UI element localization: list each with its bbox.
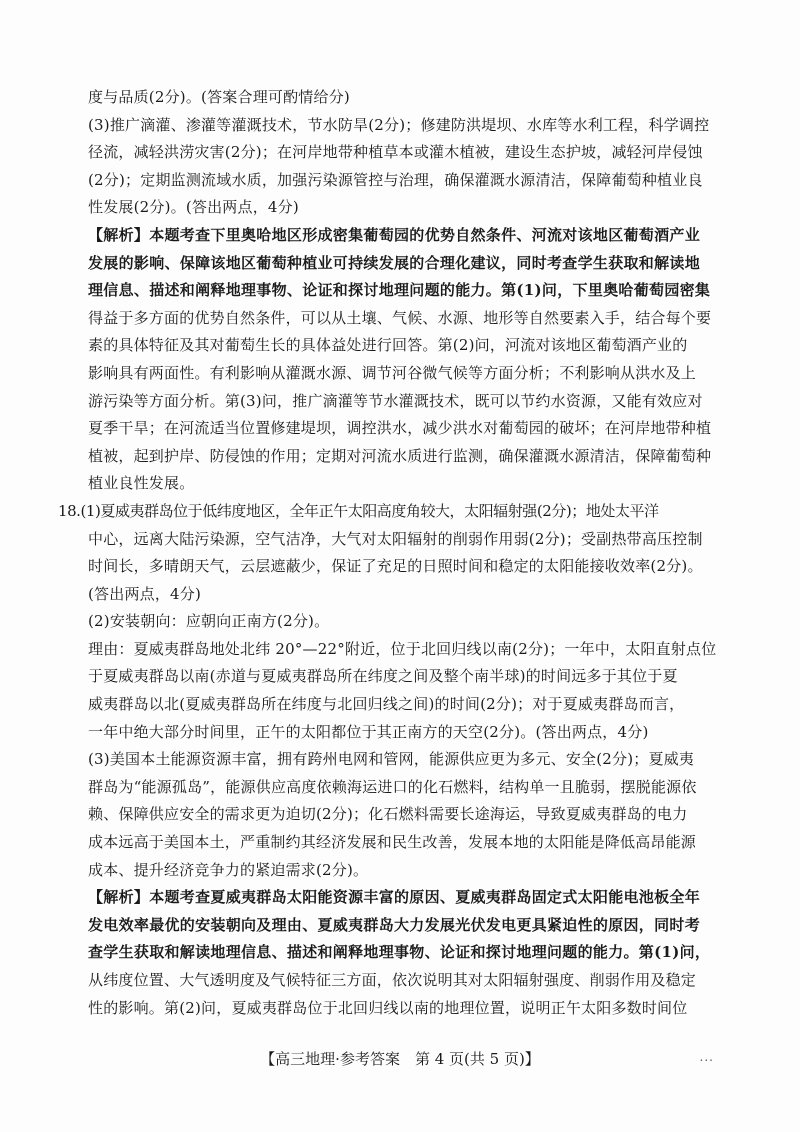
text-line: 于夏威夷群岛以南(赤道与夏威夷群岛所在纬度之间及整个南半球)的时间远多于其位于夏 (88, 667, 678, 686)
text-line: (3)推广滴灌、渗灌等灌溉技术，节水防旱(2分)；修建防洪堤坝、水库等水利工程，科学调控 (88, 115, 710, 134)
text-line: (2)安装朝向：应朝向正南方(2分)。 (88, 612, 330, 631)
text-line: 成本远高于美国本土，严重制约其经济发展和民生改善，发展本地的太阳能是降低高昂能源 (88, 833, 697, 852)
text-line: 一年中绝大部分时间里，正午的太阳都位于其正南方的天空(2分)。(答出两点，4分) (88, 722, 649, 741)
footer-dots: ... (699, 1050, 714, 1064)
text-line: 植被，起到护岸、防侵蚀的作用；定期对河流水质进行监测，确保灌溉水源清洁，保障葡萄种 (88, 446, 712, 465)
text-line: 夏季干旱；在河流适当位置修建堤坝，调控洪水，减少洪水对葡萄园的破坏；在河岸地带种植 (88, 419, 712, 438)
page-footer: 【高三地理·参考答案 第 4 页(共 5 页)】 (260, 1050, 540, 1068)
text-line: 得益于多方面的优势自然条件，可以从土壤、气候、水源、地形等自然要素入手，结合每个要 (88, 308, 712, 327)
text-line: (3)美国本土能源资源丰富，拥有跨州电网和管网，能源供应更为多元、安全(2分)；夏威夷 (88, 750, 695, 769)
text-line: 群岛为“能源孤岛”，能源供应高度依赖海运进口的化石燃料，结构单一且脆弱，摆脱能源依 (88, 777, 697, 796)
text-line: 径流，减轻洪涝灾害(2分)；在河岸地带种植草本或灌木植被，建设生态护坡，减轻河岸侵蚀 (88, 143, 703, 162)
text-line: 植业良性发展。 (88, 474, 195, 493)
text-line: 时间长，多晴朗天气，云层遮蔽少，保证了充足的日照时间和稳定的太阳能接收效率(2分)。 (88, 557, 703, 576)
text-line: 影响具有两面性。有利影响从灌溉水源、调节河谷微气候等方面分析；不利影响从洪水及上 (88, 363, 697, 382)
text-line: 威夷群岛以北(夏威夷群岛所在纬度与北回归线之间)的时间(2分)；对于夏威夷群岛而言， (88, 695, 685, 714)
text-line: 【解析】本题考查夏威夷群岛太阳能资源丰富的原因、夏威夷群岛固定式太阳能电池板全年 (88, 888, 701, 907)
text-line: 性发展(2分)。(答出两点，4分) (88, 198, 299, 217)
text-line: 发展的影响、保障该地区葡萄种植业可持续发展的合理化建议，同时考查学生获取和解读地 (88, 253, 701, 272)
text-line: (答出两点，4分) (88, 584, 202, 603)
answer-text-block (58, 84, 728, 1022)
text-line: 成本、提升经济竞争力的紧迫需求(2分)。 (88, 860, 369, 879)
text-line: 赖、保障供应安全的需求更为迫切(2分)；化石燃料需要长途海运，导致夏威夷群岛的电力 (88, 805, 688, 824)
text-line: 素的具体特征及其对葡萄生长的具体益处进行回答。第(2)问，河流对该地区葡萄酒产业的 (88, 336, 688, 355)
text-line: 【解析】本题考查下里奥哈地区形成密集葡萄园的优势自然条件、河流对该地区葡萄酒产业 (88, 225, 701, 244)
text-line: (2分)；定期监测流域水质，加强污染源管控与治理，确保灌溉水源清洁，保障葡萄种植业良 (88, 170, 703, 189)
text-line: 从纬度位置、大气透明度及气候特征三方面，依次说明其对太阳辐射强度、削弱作用及稳定 (88, 971, 697, 989)
text-line: 发电效率最优的安装朝向及理由、夏威夷群岛大力发展光伏发电更具紧迫性的原因，同时考 (88, 915, 701, 934)
text-line: 理由：夏威夷群岛地处北纬 20°—22°附近，位于北回归线以南(2分)；一年中，太阳直射点位 (88, 639, 717, 658)
text-line: 18.(1)夏威夷群岛位于低纬度地区，全年正午太阳高度角较大，太阳辐射强(2分)；地处太平洋 (58, 501, 659, 520)
text-line: 中心，远离大陆污染源，空气洁净，大气对太阳辐射的削弱作用弱(2分)；受副热带高压控制 (88, 529, 703, 548)
text-line: 查学生获取和解读地理信息、描述和阐释地理事物、论证和探讨地理问题的能力。第(1)问， (88, 943, 711, 962)
text-line: 游污染等方面分析。第(3)问，推广滴灌等节水灌溉技术，既可以节约水资源，又能有效应对 (88, 391, 703, 410)
text-line: 理信息、描述和阐释地理事物、论证和探讨地理问题的能力。第(1)问，下里奥哈葡萄园密集 (88, 281, 711, 300)
text-line: 性的影响。第(2)问，夏威夷群岛位于北回归线以南的地理位置，说明正午太阳多数时间位 (88, 998, 688, 1017)
text-line: 度与品质(2分)。(答案合理可酌情给分) (88, 88, 350, 106)
